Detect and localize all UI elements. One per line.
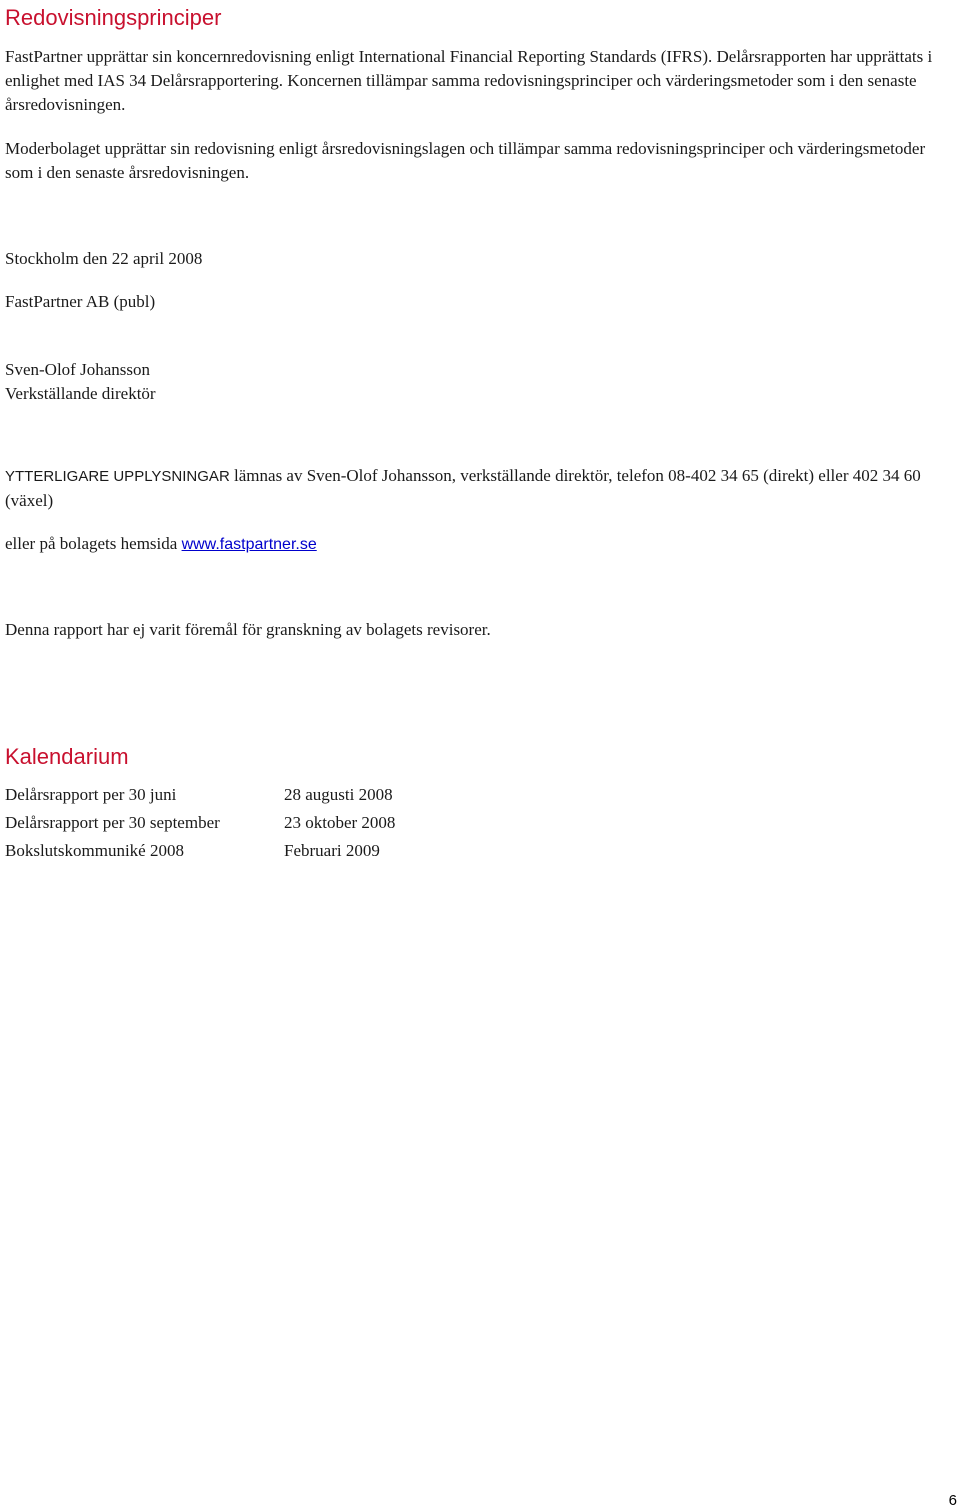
calendar-date: 28 augusti 2008 [284,785,393,804]
section-heading-redovisningsprinciper: Redovisningsprinciper [5,5,222,30]
principles-paragraph-group: FastPartner upprättar sin koncernredovisning enligt International Financial Reporting Standards (IFRS). Delårsrapporten har upprättats i enlighet med IAS 34 Delårsrapportering. Koncernen tillämpar samma redovisningsprinciper och värderingsmetoder som i den senaste årsredovisningen. [5,47,933,114]
signature-title: Verkställande direktör [5,384,156,403]
calendar-event: Bokslutskommuniké 2008 [5,841,184,860]
page-number: 6 [948,1492,957,1509]
calendar-table [5,781,395,865]
calendar-date: 23 oktober 2008 [284,813,396,832]
signature-place-date: Stockholm den 22 april 2008 [5,249,203,268]
calendar-row [5,837,395,865]
calendar-row [5,781,395,809]
audit-note: Denna rapport har ej varit föremål för granskning av bolagets revisorer. [5,620,491,639]
calendar-event: Delårsrapport per 30 september [5,813,220,832]
principles-paragraph-parent: Moderbolaget upprättar sin redovisning enligt årsredovisningslagen och tillämpar samma redovisningsprinciper och värderingsmetoder som i den senaste årsredovisningen. [5,139,926,182]
signature-company: FastPartner AB (publ) [5,292,156,311]
calendar-row [5,809,395,837]
section-heading-kalendarium: Kalendarium [5,744,129,769]
website-paragraph [5,532,955,557]
calendar-date: Februari 2009 [284,841,380,860]
website-prefix: eller på bolagets hemsida [5,534,182,553]
contact-text: lämnas av Sven-Olof Johansson, verkställande direktör, telefon 08-402 34 65 (direkt) eller 402 34 60 (växel) [5,466,921,510]
website-link[interactable]: www.fastpartner.se [181,536,317,553]
signature-name: Sven-Olof Johansson [5,360,150,379]
contact-caps-label: YTTERLIGARE UPPLYSNINGAR [5,468,230,485]
contact-paragraph [5,464,955,513]
calendar-event: Delårsrapport per 30 juni [5,785,177,804]
